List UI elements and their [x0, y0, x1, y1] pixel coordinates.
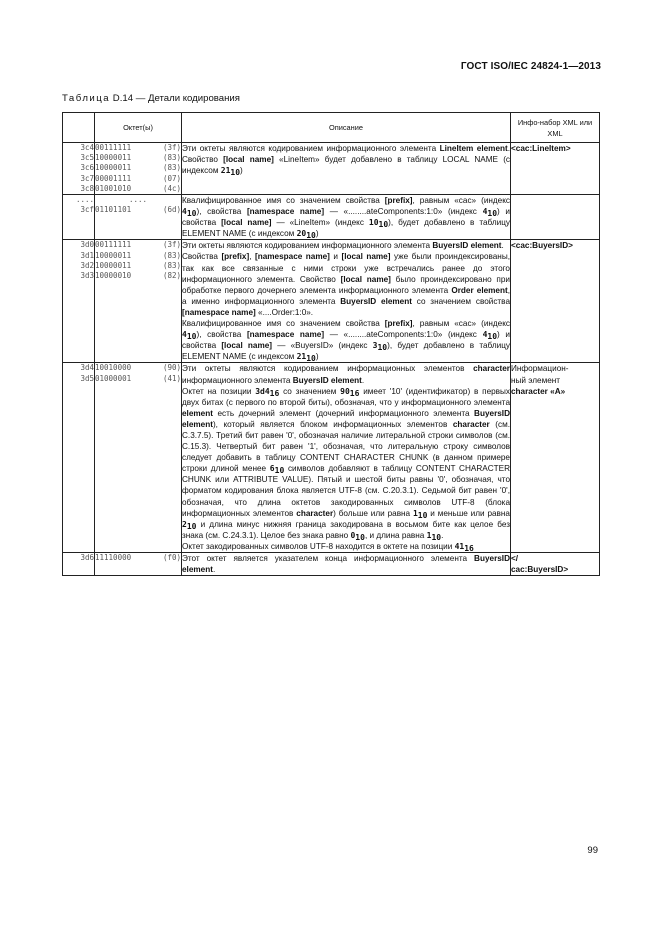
hex-positions — [63, 363, 95, 553]
term: LineItem element — [439, 144, 508, 153]
index-base: 10 — [487, 332, 498, 342]
octet-line — [95, 205, 181, 215]
info-cell — [511, 240, 600, 363]
header-info — [511, 113, 600, 143]
term: [namespace name] — [182, 307, 256, 317]
hex-position: 3cf — [80, 205, 94, 215]
text: (см. С.3.7.5). Третий бит равен '0', обозначая наличие литеральной строки символов (см. С.15.3). Четвертый бит равен '1', обозначая, что литеральную строку символов следует добавить в таблицу CONTENT CHARACTER CHUNK (в данном примере строки длиной менее — [182, 419, 510, 474]
text: ), который является блоком информационных элементов — [212, 419, 453, 429]
index-value: 41 — [454, 541, 465, 551]
index-value: 10 — [368, 218, 379, 228]
term: BuyersID element — [292, 375, 362, 385]
term: [namespace name] — [246, 330, 325, 340]
index-base: 10 — [306, 231, 316, 241]
description-cell — [182, 553, 511, 576]
octet-bits: 00111111 — [95, 240, 132, 250]
index-base: 16 — [269, 388, 280, 398]
index-value: 4 — [182, 330, 187, 340]
info-term: character «A» — [511, 386, 566, 396]
index-base: 10 — [431, 532, 442, 542]
text: ) и свойства — [182, 207, 510, 228]
octet-values — [95, 195, 182, 240]
hex-position: 3c8 — [80, 183, 94, 193]
table-row — [63, 363, 600, 553]
text: . — [441, 530, 444, 540]
info-line — [511, 564, 599, 575]
octet-values — [95, 553, 182, 576]
octet-hex: (6d) — [162, 205, 181, 215]
table-row — [63, 143, 600, 195]
octet-values — [95, 240, 182, 363]
text: — «BuyersID» (индекс — [272, 341, 373, 351]
text: имеет '10' (идентификатор) в первых двух битах (с первого по второй биты), обозначая, что у информационного элемента — [182, 386, 510, 407]
text: ), свойства — [196, 330, 247, 340]
term: [local name] — [221, 218, 272, 228]
description-cell — [182, 143, 511, 195]
text: , равным «cac» (индекс — [412, 196, 511, 206]
index-base: 10 — [274, 466, 285, 476]
term: [prefix] — [221, 252, 250, 262]
document-header: ГОСТ ISO/IEC 24824-1—2013 — [460, 61, 601, 72]
index-base: 10 — [487, 209, 498, 219]
text: есть дочерний элемент (дочерний информационного элемента — [212, 408, 475, 418]
index-value: 90 — [340, 386, 350, 396]
octet-line — [95, 251, 181, 261]
description-paragraph — [182, 240, 510, 251]
term: [local name] — [223, 155, 274, 165]
index-base: 10 — [377, 343, 388, 353]
hex-positions — [63, 240, 95, 363]
description-paragraph — [182, 363, 510, 385]
octet-bits: 10000011 — [95, 163, 132, 173]
text: со значением свойства — [411, 296, 510, 306]
octet-line — [95, 363, 181, 373]
octet-hex: (83) — [162, 163, 181, 173]
text: Эти октеты являются кодированием информационных элементов — [182, 364, 474, 374]
table-row — [63, 195, 600, 240]
hex-position: 3d3 — [80, 271, 94, 280]
text: со значением — [279, 386, 341, 396]
text: Свойства — [182, 252, 222, 262]
term: element — [182, 408, 213, 418]
table-row — [63, 553, 600, 576]
text: . — [501, 241, 504, 251]
header-description: Описание — [182, 113, 511, 143]
index-value: 4 — [182, 207, 187, 217]
term: BuyersID element — [182, 408, 510, 429]
octet-bits: 01001010 — [95, 183, 132, 193]
term: BuyersID element — [340, 296, 412, 306]
text: , и длина равна — [364, 530, 427, 540]
octet-line — [95, 374, 181, 384]
text: — «........ateComponents:1:0» (индекс — [324, 207, 483, 217]
xml-tag: </ — [511, 554, 519, 564]
description-paragraph — [182, 318, 510, 362]
octet-hex: (3f) — [162, 143, 181, 152]
text: ) и свойства — [182, 330, 510, 351]
octet-hex: (41) — [162, 373, 181, 383]
header-position-cell — [63, 113, 95, 143]
index-base: 10 — [186, 332, 197, 342]
text: Квалифицированное имя со значением свойства — [182, 319, 385, 329]
index-base: 10 — [230, 168, 241, 178]
octet-bits: 10000011 — [95, 260, 132, 270]
text: уже были проиндексированы, так как все связанные с ними строки уже встречались ранее до этого информационного элемента. Свойство — [182, 252, 510, 284]
index-base: 10 — [186, 521, 197, 531]
hex-position: 3d0 — [80, 240, 94, 250]
table-row — [63, 240, 600, 363]
text: . — [361, 375, 365, 385]
info-line: Информацион- — [511, 364, 569, 374]
description-cell — [182, 240, 511, 363]
text: и длина минус нижняя граница закодирована в восьмом бите как целое без знака (см. С.24.3.1). Целое без знака равно — [182, 519, 510, 540]
term: BuyersID element — [182, 554, 510, 575]
octet-line — [95, 240, 181, 250]
index-value: 2 — [182, 519, 187, 529]
term: BuyersID element — [432, 241, 502, 251]
octet-bits: 00001111 — [95, 173, 132, 183]
octet-hex: (83) — [162, 260, 181, 270]
text: ) больше или равна — [333, 508, 413, 518]
term: Order element — [451, 285, 508, 295]
index-value: 21 — [296, 352, 307, 362]
octet-line — [95, 153, 181, 163]
xml-tag: <cac:LineItem> — [511, 144, 571, 153]
octet-line — [95, 143, 181, 153]
index-value: 4 — [482, 330, 488, 340]
description-paragraph — [182, 195, 510, 239]
text: ) — [315, 352, 319, 362]
index-value: 3d4 — [255, 386, 270, 396]
text: «....Order:1:0». — [255, 307, 314, 317]
description-paragraph — [182, 386, 510, 541]
index-base: 10 — [306, 354, 316, 364]
index-value: 0 — [350, 530, 356, 540]
index-base: 10 — [186, 209, 197, 219]
octet-values — [95, 363, 182, 553]
term: [local name] — [341, 252, 391, 262]
term: [local name] — [340, 274, 391, 284]
text: — «........ateComponents:1:0» (индекс — [324, 330, 483, 340]
octet-line — [95, 174, 181, 184]
info-line: ный элемент — [511, 375, 561, 385]
octet-hex: (83) — [162, 153, 181, 163]
xml-tag: cac:BuyersID> — [511, 565, 569, 575]
hex-position: 3d5 — [80, 373, 94, 383]
index-base: 16 — [349, 388, 360, 398]
index-value: 1 — [426, 530, 432, 540]
table-caption — [62, 93, 240, 104]
hex-position: .... — [75, 195, 94, 205]
description-paragraph — [182, 541, 510, 552]
description-paragraph — [182, 251, 510, 318]
table-header-row — [63, 113, 600, 143]
hex-position: 3c7 — [80, 173, 94, 183]
index-value: 21 — [220, 166, 231, 176]
info-line — [511, 386, 599, 397]
octet-bits: 00111111 — [95, 143, 132, 152]
octet-line — [95, 163, 181, 173]
caption-number: D.14 — [112, 93, 134, 104]
text: Эти октеты являются кодированием информационного элемента — [182, 144, 440, 153]
info-cell — [511, 143, 600, 195]
text: . Свойство — [182, 144, 511, 165]
octet-bits: 01000001 — [95, 373, 132, 383]
hex-position: 3d2 — [80, 260, 94, 270]
header-info-label: Инфо-набор XML или XML — [517, 117, 593, 138]
octet-line — [95, 184, 181, 194]
text: Квалифицированное имя со значением свойства — [182, 196, 385, 206]
xml-tag: <cac:BuyersID> — [511, 241, 573, 251]
info-cell — [511, 195, 600, 240]
text: Октет на позиции — [182, 386, 256, 396]
octet-line — [95, 553, 181, 563]
octet-hex: (f0) — [162, 553, 181, 563]
term: character — [473, 364, 510, 374]
text: Этот октет является указателем конца информационного элемента — [182, 554, 475, 564]
index-value: 3 — [372, 341, 378, 351]
term: [local name] — [221, 341, 273, 351]
text: , — [249, 252, 255, 262]
hex-position: 3c6 — [80, 163, 94, 173]
term: [prefix] — [384, 319, 413, 329]
text: символов добавляют в таблицу CONTENT CHARACTER CHUNK или ATTRIBUTE VALUE). Пятый и шестой биты равны '0', обозначая, что форматом кодирования блока является UTF-8 (см. С.20.3.1). Седьмой бит равен '0', обозначая, что длина октетов закодированных символов UTF-8 (блока информационных элементов — [182, 464, 510, 518]
octet-hex: (4c) — [162, 183, 181, 193]
octet-bits: 11110000 — [95, 553, 132, 563]
octet-hex: (3f) — [162, 240, 181, 250]
text: ), будет добавлено в таблицу ELEMENT NAME (с индексом — [182, 341, 510, 362]
text: ), будет добавлено в таблицу ELEMENT NAME (с индексом — [182, 218, 510, 239]
text: было проиндексировано при обработке первого дочернего элемента информационного элемента — [182, 274, 510, 295]
octet-line — [95, 271, 181, 281]
text: ) — [315, 229, 319, 239]
description-cell — [182, 363, 511, 553]
hex-position: 3c4 — [80, 143, 94, 152]
text: Эти октеты являются кодированием информационного элемента — [182, 241, 433, 251]
info-cell — [511, 363, 600, 553]
text: ), свойства — [196, 207, 247, 217]
octet-bits: 10000011 — [95, 250, 132, 260]
octet-bits: 01101101 — [95, 205, 132, 215]
hex-position: 3c5 — [80, 153, 94, 163]
term: character — [296, 508, 334, 518]
text: и — [329, 252, 342, 262]
text: , а именно информационного элемента — [182, 285, 510, 306]
octet-hex: (83) — [162, 250, 181, 260]
caption-label: Таблица — [62, 93, 111, 104]
caption-title: — Детали кодирования — [133, 93, 240, 104]
octet-bits: 10010000 — [95, 363, 132, 373]
text: Октет закодированных символов UTF-8 находится в октете на позиции — [182, 541, 455, 551]
info-cell — [511, 553, 600, 576]
description-paragraph — [182, 553, 510, 575]
hex-positions — [63, 195, 95, 240]
octet-hex: (07) — [162, 173, 181, 183]
text: ) — [240, 166, 243, 176]
octet-bits: 10000010 — [95, 271, 132, 280]
term: [namespace name] — [254, 252, 330, 262]
octet-hex: (82) — [162, 271, 181, 280]
term: [namespace name] — [246, 207, 325, 217]
index-value: 1 — [412, 508, 418, 518]
hex-position: 3d4 — [80, 363, 94, 373]
text: , равным «cac» (индекс — [412, 319, 511, 329]
description-cell — [182, 195, 511, 240]
term: [prefix] — [384, 196, 413, 206]
text: «LineItem» будет добавлено в таблицу LOCAL NAME (с индексом — [182, 155, 511, 176]
page-number: 99 — [587, 845, 598, 856]
octet-hex: (90) — [162, 363, 181, 373]
hex-positions — [63, 553, 95, 576]
hex-position: 3d1 — [80, 250, 94, 260]
index-base: 16 — [464, 543, 474, 553]
description-paragraph — [182, 143, 510, 176]
index-base: 10 — [355, 532, 365, 542]
index-value: 4 — [482, 207, 488, 217]
hex-positions — [63, 143, 95, 195]
header-octets: Октет(ы) — [95, 113, 182, 143]
octet-values — [95, 143, 182, 195]
index-base: 10 — [417, 510, 428, 520]
text: — «LineItem» (индекс — [271, 218, 369, 228]
text: информационного элемента — [182, 375, 293, 385]
term: character — [452, 419, 490, 429]
octet-ellipsis: .... — [128, 195, 148, 205]
octet-line — [95, 261, 181, 271]
index-value: 20 — [296, 229, 307, 239]
index-base: 10 — [378, 220, 389, 230]
hex-position: 3d6 — [80, 553, 94, 563]
text: . — [212, 565, 216, 575]
octet-bits: 10000011 — [95, 153, 132, 163]
info-line — [511, 553, 599, 564]
index-value: 6 — [269, 464, 275, 474]
text: и меньше или равна — [427, 508, 510, 518]
encoding-details-table — [62, 112, 600, 576]
